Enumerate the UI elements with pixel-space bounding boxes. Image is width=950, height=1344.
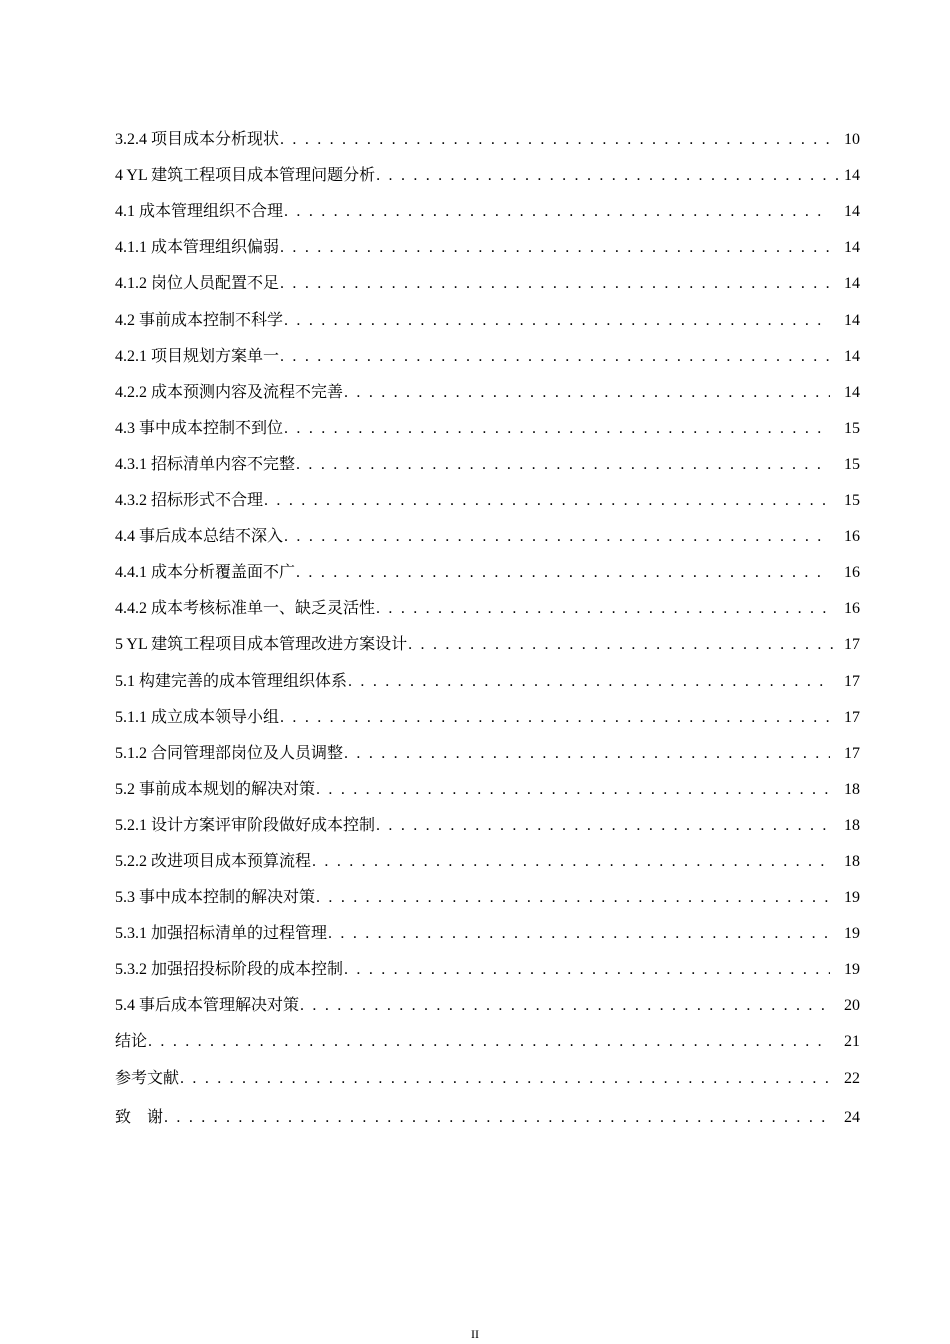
toc-entry[interactable] [115,258,860,294]
toc-page-number: 24 [844,1108,860,1126]
toc-entry[interactable] [115,728,860,764]
toc-entry-title: 4.4 事后成本总结不深入 [115,528,284,546]
dot-leader [376,816,830,836]
toc-entry-title: 5 YL 建筑工程项目成本管理改进方案设计 [115,636,408,654]
dot-leader [280,708,830,728]
toc-entry[interactable] [115,583,860,619]
toc-entry[interactable] [115,908,860,944]
toc-entry-title: 参考文献 [115,1069,180,1087]
toc-page-number: 18 [844,852,860,870]
toc-entry-title: 5.2.1 设计方案评审阶段做好成本控制 [115,816,376,834]
dot-leader [284,202,830,222]
dot-leader [296,563,830,583]
footer-page-number: II [471,1327,479,1341]
toc-entry[interactable] [115,692,860,728]
toc-page-number: 22 [844,1069,860,1087]
toc-entry-title: 4.2.2 成本预测内容及流程不完善 [115,383,344,401]
toc-entry[interactable] [115,619,860,655]
toc-page-number: 19 [844,961,860,979]
toc-page-number: 14 [844,203,860,221]
toc-entry-title: 4 YL 建筑工程项目成本管理问题分析 [115,167,376,185]
toc-page-number: 17 [844,636,860,654]
dot-leader [328,924,830,944]
toc-entry-title: 4.2.1 项目规划方案单一 [115,347,280,365]
dot-leader [408,635,838,655]
dot-leader [280,238,830,258]
toc-entry[interactable] [115,439,860,475]
toc-entry[interactable] [115,403,860,439]
toc-entry-title: 4.3 事中成本控制不到位 [115,419,284,437]
dot-leader [264,491,830,511]
toc-entry-title: 5.3 事中成本控制的解决对策 [115,889,316,907]
toc-entry[interactable] [115,511,860,547]
toc-page-number: 18 [844,780,860,798]
toc-page-number: 19 [844,925,860,943]
toc-page-number: 15 [844,455,860,473]
toc-entry-title: 4.1 成本管理组织不合理 [115,203,284,221]
toc-entry-title: 3.2.4 项目成本分析现状 [115,131,280,149]
dot-leader [348,672,830,692]
toc-page-number: 17 [844,708,860,726]
toc-entry-title: 4.4.1 成本分析覆盖面不广 [115,564,296,582]
toc-entry-title: 结论 [115,1033,148,1051]
dot-leader [284,311,830,331]
toc-entry[interactable] [115,150,860,186]
toc-entry[interactable] [115,655,860,691]
dot-leader [316,780,830,800]
dot-leader [344,383,830,403]
toc-page-number: 15 [844,492,860,510]
toc-entry[interactable] [115,475,860,511]
dot-leader [344,744,830,764]
toc-entry[interactable] [115,764,860,800]
toc-entry[interactable] [115,1016,860,1052]
toc-entry[interactable] [115,547,860,583]
toc-entry[interactable] [115,944,860,980]
dot-leader [148,1032,830,1052]
toc-page-number: 21 [844,1033,860,1051]
toc-page-number: 16 [844,600,860,618]
toc-entry[interactable] [115,980,860,1016]
dot-leader [164,1108,830,1128]
toc-entry-title: 5.1.1 成立成本领导小组 [115,708,280,726]
dot-leader [284,419,830,439]
toc-entry[interactable] [115,331,860,367]
dot-leader [280,347,830,367]
toc-page-number: 14 [844,383,860,401]
toc-page-number: 16 [844,528,860,546]
toc-entry[interactable] [115,222,860,258]
toc-entry[interactable] [115,1089,860,1128]
toc-entry-title: 5.1 构建完善的成本管理组织体系 [115,672,348,690]
toc-entry[interactable] [115,367,860,403]
toc-entry[interactable] [115,800,860,836]
toc-page-number: 14 [844,347,860,365]
toc-page-number: 17 [844,672,860,690]
toc-page-number: 19 [844,889,860,907]
toc-entry[interactable] [115,186,860,222]
toc-entry-title: 5.3.2 加强招投标阶段的成本控制 [115,961,344,979]
toc-entry[interactable] [115,114,860,150]
dot-leader [344,960,830,980]
toc-page-number: 14 [844,167,860,185]
dot-leader [300,996,830,1016]
toc-page-number: 16 [844,564,860,582]
toc-entry-title: 致 谢 [115,1108,164,1126]
dot-leader [316,888,830,908]
toc-entry-title: 4.4.2 成本考核标准单一、缺乏灵活性 [115,600,376,618]
toc-entry-title: 4.1.2 岗位人员配置不足 [115,275,280,293]
toc-entry[interactable] [115,294,860,330]
toc-page-number: 20 [844,997,860,1015]
toc-page-number: 14 [844,239,860,257]
dot-leader [376,599,830,619]
toc-entry[interactable] [115,836,860,872]
toc-entry-title: 5.2.2 改进项目成本预算流程 [115,852,312,870]
toc-entry[interactable] [115,1052,860,1088]
dot-leader [280,274,830,294]
dot-leader [312,852,830,872]
toc-entry-title: 5.1.2 合同管理部岗位及人员调整 [115,744,344,762]
dot-leader [296,455,830,475]
table-of-contents [115,114,860,1128]
toc-entry[interactable] [115,872,860,908]
toc-page-number: 15 [844,419,860,437]
dot-leader [180,1069,830,1089]
toc-page-number: 17 [844,744,860,762]
toc-page-number: 14 [844,311,860,329]
toc-entry-title: 4.3.1 招标清单内容不完整 [115,455,296,473]
toc-page-number: 14 [844,275,860,293]
toc-entry-title: 5.3.1 加强招标清单的过程管理 [115,925,328,943]
toc-entry-title: 5.2 事前成本规划的解决对策 [115,780,316,798]
dot-leader [284,527,830,547]
toc-entry-title: 4.1.1 成本管理组织偏弱 [115,239,280,257]
toc-entry-title: 4.3.2 招标形式不合理 [115,492,264,510]
toc-page-number: 10 [844,131,860,149]
dot-leader [280,130,830,150]
toc-page-number: 18 [844,816,860,834]
toc-entry-title: 5.4 事后成本管理解决对策 [115,997,300,1015]
dot-leader [376,166,838,186]
toc-entry-title: 4.2 事前成本控制不科学 [115,311,284,329]
